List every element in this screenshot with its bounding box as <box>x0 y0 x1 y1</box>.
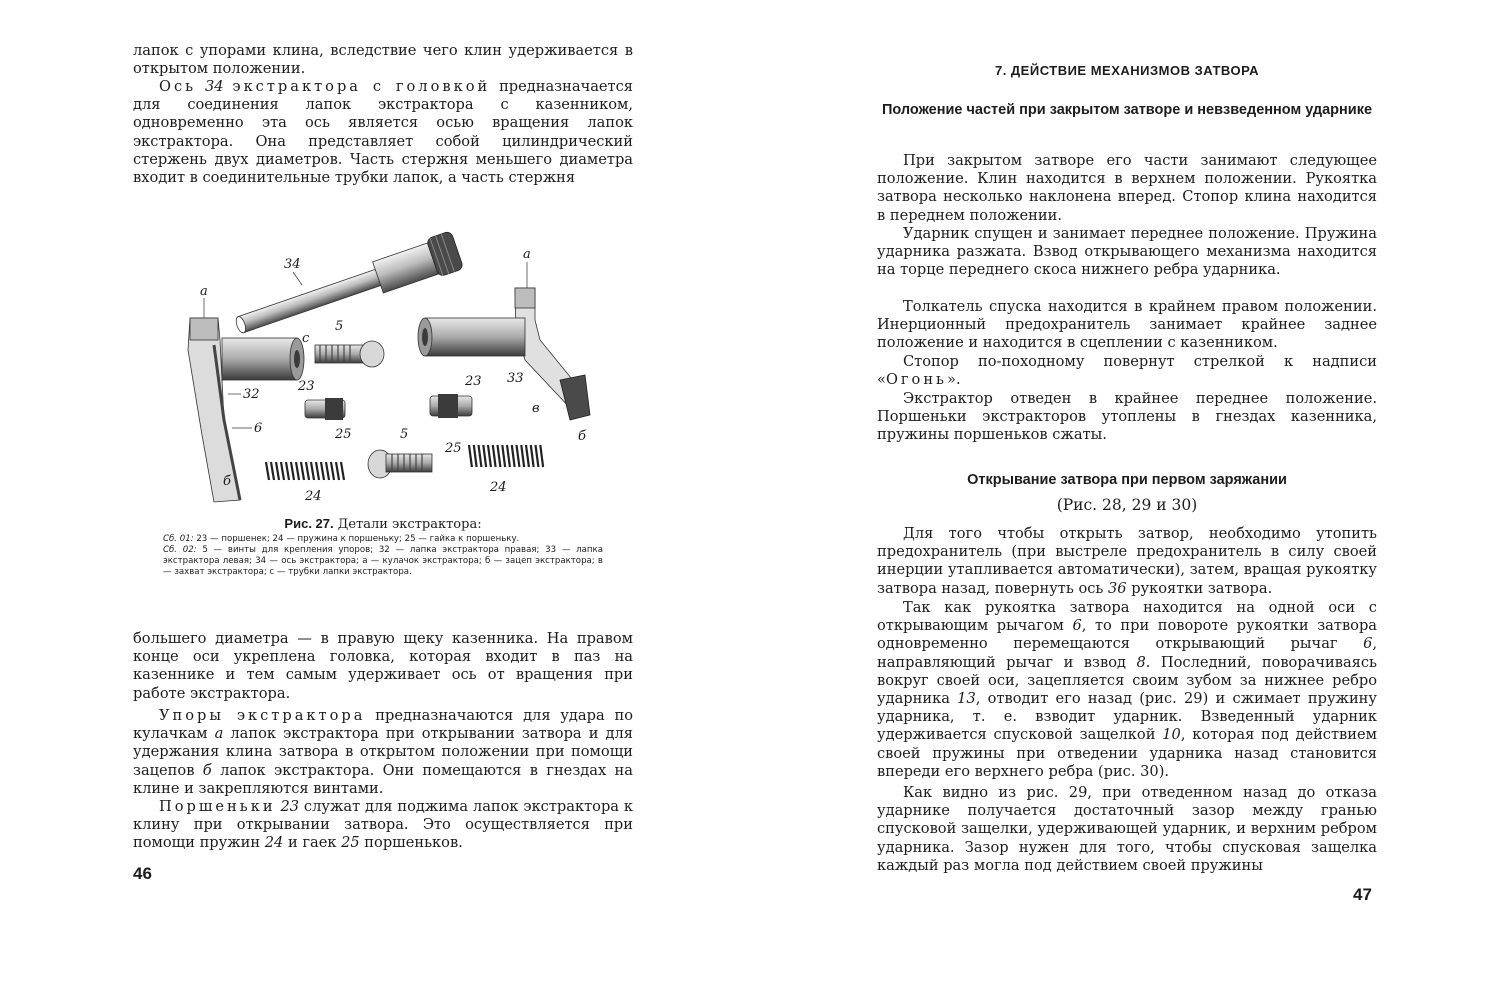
paragraph-open-bolt: Для того чтобы открыть затвор, необходимо утопить предохранитель (при выстреле предохранитель в силу своей инерции утапливается автоматически), затем, вращая рукоятку затвора назад, повернуть ось 36 рукоятки затвора. <box>877 525 1377 597</box>
paragraph-text: лапок с упорами клина, вследствие чего клин удерживается в открытом положении. <box>133 42 633 78</box>
page-number-left: 46 <box>133 864 152 883</box>
paragraph-text: предназначается для соединения лапок экстрактора с казенником, одновременно эта ось является осью вращения лапок экстрактора. Она представляет собой цилиндрический стержень двух диаметров. Часть стержня меньшего диаметра входит в соединительные трубки лапок, а часть стержня <box>133 78 634 187</box>
subheading-closed-bolt: Положение частей при закрытом затворе и невзведенном ударнике <box>881 102 1373 118</box>
label-23-left: 23 <box>298 379 315 394</box>
paragraph-closed-position: При закрытом затворе его части занимают следующее положение. Клин находится в верхнем положении. Рукоятка затвора несколько наклонена вперед. Стопор клина находится в переднем положении. <box>877 152 1377 224</box>
part-piston-right <box>430 394 472 418</box>
figure-extractor-parts <box>180 210 610 510</box>
label-a-right: a <box>523 247 531 262</box>
term-axis-head: экстрактора с головкой <box>232 78 491 95</box>
label-b-right: б <box>578 429 586 444</box>
paragraph-stopper: Стопор по-походному повернут стрелкой к надписи «Огонь». <box>877 353 1377 389</box>
paragraph-trigger-pusher: Толкатель спуска находится в крайнем правом положении. Инерционный предохранитель занимает крайнее заднее положение и находится в сцеплении с казенником. <box>877 298 1377 352</box>
legend-sb02: Сб. 02: 5 — винты для крепления упоров; 32 — лапка экстрактора правая; 33 — лапка экстрактора левая; 34 — ось экстрактора; а — кулачок экстрактора; б — зацеп экстрактора; в — захват экстрактора; с — трубки лапки экстрактора. <box>163 545 603 577</box>
part-spring-left <box>265 462 347 480</box>
caption-number: Рис. 27. <box>284 516 334 531</box>
part-spring-right <box>468 445 546 467</box>
label-23-right: 23 <box>465 374 482 389</box>
term-pistons: Поршеньки <box>159 798 276 815</box>
paragraph-gap: Как видно из рис. 29, при отведенном назад до отказа ударнике получается достаточный зазор между гранью спусковой защелки, удерживающей ударник, и верхним ребром ударника. Зазор нужен для того, чтобы спусковая защелка каждый раз могла под действием своей пружины <box>877 784 1377 874</box>
label-5-top: 5 <box>335 319 344 334</box>
label-b-left: б <box>223 474 231 489</box>
subheading-figure-ref: (Рис. 28, 29 и 30) <box>1056 496 1198 514</box>
caption-title: Детали экстрактора: <box>337 517 482 532</box>
part-screw-top <box>315 341 384 367</box>
label-33: 33 <box>507 371 524 386</box>
paragraph-stops: Упоры экстрактора предназначаются для удара по кулачкам а лапок экстрактора при открывании затвора и для удержания клина затвора в открытом положении при помощи зацепов б лапок экстрактора. Они помещаются в гнездах на клине и закрепляются винтами. <box>133 707 633 797</box>
term-axis: Ось <box>159 78 197 95</box>
label-25-left: 25 <box>335 427 352 442</box>
label-32: 32 <box>243 387 260 402</box>
label-34: 34 <box>284 257 301 272</box>
section-heading: 7. ДЕЙСТВИЕ МЕХАНИЗМОВ ЗАТВОРА <box>994 63 1260 78</box>
term-stops: Упоры экстрактора <box>159 707 366 724</box>
paragraph-striker: Ударник спущен и занимает переднее положение. Пружина ударника разжата. Взвод открывающего механизма находится на торце переднего скоса нижнего ребра ударника. <box>877 225 1377 279</box>
word-fire: Огонь <box>885 371 948 389</box>
paragraph-continuation <box>133 42 633 78</box>
paragraph-axis <box>133 78 633 187</box>
part-screw-bottom <box>368 450 432 478</box>
label-24-left: 24 <box>305 489 322 504</box>
page-number-right: 47 <box>1353 885 1372 904</box>
figure-caption <box>133 516 633 532</box>
label-c: с <box>302 331 310 346</box>
label-5-bottom: 5 <box>400 427 409 442</box>
paragraph-bigger-diameter: большего диаметра — в правую щеку казенника. На правом конце оси укреплена головка, которая входит в паз на казеннике и тем самым удерживает ось от вращения при работе экстрактора. <box>133 630 633 702</box>
ref-number: 34 <box>204 78 224 95</box>
paragraph-pistons: Поршеньки 23 служат для поджима лапок экстрактора к клину при открывании затвора. Это осуществляется при помощи пружин 24 и гаек 25 поршеньков. <box>133 798 633 852</box>
part-piston-left <box>305 398 345 420</box>
label-25-right: 25 <box>445 441 462 456</box>
subheading-opening: Открывание затвора при первом заряжании <box>967 472 1287 488</box>
label-v-right: в <box>532 401 540 416</box>
legend-sb01: Сб. 01: 23 — поршенек; 24 — пружина к поршеньку; 25 — гайка к поршеньку. <box>163 534 520 544</box>
figure-legend <box>163 534 603 578</box>
label-24-right: 24 <box>490 480 507 495</box>
label-a-left: a <box>200 284 208 299</box>
right-page <box>750 0 1500 1000</box>
paragraph-extractor: Экстрактор отведен в крайнее переднее положение. Поршеньки экстракторов утоплены в гнездах казенника, пружины поршеньков сжаты. <box>877 390 1377 444</box>
label-v-left: 6 <box>254 421 263 436</box>
paragraph-handle-lever: Так как рукоятка затвора находится на одной оси с открывающим рычагом 6, то при повороте рукоятки затвора одновременно перемещаются открывающий рычаг 6, направляющий рычаг и взвод 8. Последний, поворачиваясь вокруг своей оси, зацепляется своим зубом за нижнее ребро ударника 13, отводит его назад (рис. 29) и сжимает пружину ударника, т. е. взводит ударник. Взведенный ударник удерживается спусковой защелкой 10, которая под действием своей пружины при отведении ударника назад становится впереди его верхнего ребра (рис. 30). <box>877 599 1378 780</box>
